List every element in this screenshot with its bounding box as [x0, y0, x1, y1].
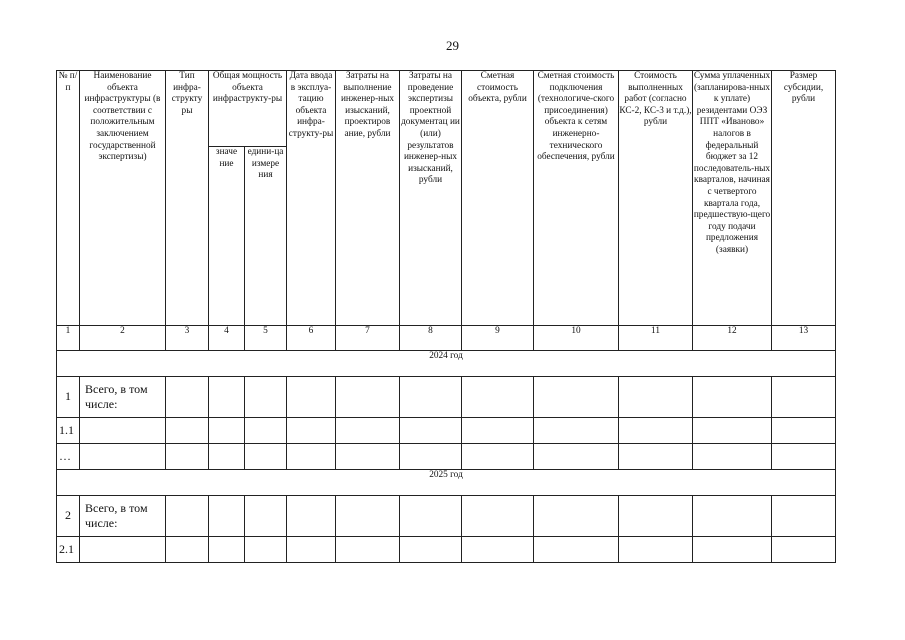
row-number: …	[57, 444, 80, 470]
table-cell	[534, 496, 619, 537]
column-number: 12	[693, 326, 772, 351]
table-cell	[693, 537, 772, 563]
table-cell	[80, 418, 166, 444]
column-number: 13	[772, 326, 836, 351]
row-number: 2.1	[57, 537, 80, 563]
column-number: 10	[534, 326, 619, 351]
total-label: Всего, в том числе:	[80, 496, 166, 537]
table-cell	[400, 377, 462, 418]
table-cell	[772, 496, 836, 537]
sub-row	[57, 444, 836, 470]
table-cell	[619, 537, 693, 563]
year-label: 2024 год	[57, 351, 836, 377]
table-cell	[336, 444, 400, 470]
header-infrastructure-type: Тип инфра-структу ры	[166, 71, 209, 326]
table-cell	[245, 444, 287, 470]
header-total-capacity: Общая мощность объекта инфраструкту-ры	[209, 71, 287, 147]
table-cell	[245, 537, 287, 563]
column-number: 9	[462, 326, 534, 351]
table-cell	[400, 418, 462, 444]
table-cell	[336, 377, 400, 418]
table-cell	[400, 537, 462, 563]
column-number: 7	[336, 326, 400, 351]
table-cell	[693, 418, 772, 444]
table-cell	[166, 377, 209, 418]
table-cell	[772, 377, 836, 418]
table-cell	[287, 537, 336, 563]
header-commissioning-date: Дата ввода в эксплуа-тацию объекта инфра-структу-ры	[287, 71, 336, 326]
table-cell	[534, 418, 619, 444]
table-cell	[245, 496, 287, 537]
table-cell	[287, 444, 336, 470]
row-number: 2	[57, 496, 80, 537]
table-cell	[693, 496, 772, 537]
table-cell	[209, 418, 245, 444]
column-number: 1	[57, 326, 80, 351]
table-cell	[693, 444, 772, 470]
header-subsidy-amount: Размер субсидии, рубли	[772, 71, 836, 326]
table-cell	[619, 444, 693, 470]
table-cell	[619, 496, 693, 537]
table-cell	[772, 444, 836, 470]
table-cell	[245, 418, 287, 444]
header-survey-costs: Затраты на выполнение инженер-ных изысканий, проектиров ание, рубли	[336, 71, 400, 326]
column-number: 8	[400, 326, 462, 351]
table-cell	[772, 418, 836, 444]
header-no: № п/п	[57, 71, 80, 326]
table-cell	[772, 537, 836, 563]
header-expertise-costs: Затраты на проведение экспертизы проектной документац ии (или) результатов инженер-ных изысканий, рубли	[400, 71, 462, 326]
table-cell	[619, 377, 693, 418]
header-object-name: Наименование объекта инфраструктуры (в соответствии с положительным заключением государственной экспертизы)	[80, 71, 166, 326]
table-cell	[166, 418, 209, 444]
table-cell	[400, 444, 462, 470]
row-number: 1.1	[57, 418, 80, 444]
total-row	[57, 496, 836, 537]
table-cell	[534, 537, 619, 563]
table-cell	[80, 537, 166, 563]
table-cell	[462, 537, 534, 563]
table-cell	[336, 537, 400, 563]
table-cell	[209, 377, 245, 418]
column-number: 5	[245, 326, 287, 351]
table-cell	[693, 377, 772, 418]
table-cell	[287, 418, 336, 444]
table-cell	[245, 377, 287, 418]
column-number: 2	[80, 326, 166, 351]
column-number: 6	[287, 326, 336, 351]
table-cell	[166, 496, 209, 537]
table-cell	[209, 496, 245, 537]
header-capacity-unit: едини-ца измере ния	[245, 147, 287, 326]
row-number: 1	[57, 377, 80, 418]
table-cell	[400, 496, 462, 537]
table-cell	[534, 444, 619, 470]
header-taxes-paid: Сумма уплаченных (запланирова-нных к уплате) резидентами ОЭЗ ППТ «Иваново» налогов в федеральный бюджет за 12 последователь-ных кварталов, начиная с четвертого квартала года, предшествую-щего году подачи предложения (заявки)	[693, 71, 772, 326]
table-cell	[166, 444, 209, 470]
table-cell	[80, 444, 166, 470]
table-cell	[619, 418, 693, 444]
table-cell	[209, 444, 245, 470]
column-number: 11	[619, 326, 693, 351]
header-estimated-cost: Сметная стоимость объекта, рубли	[462, 71, 534, 326]
table-cell	[462, 418, 534, 444]
year-row	[57, 351, 836, 377]
infrastructure-table	[56, 70, 836, 563]
year-row	[57, 470, 836, 496]
header-connection-cost: Сметная стоимость подключения (технологиче-ского присоединения) объекта к сетям инженерно-технического обеспечения, рубли	[534, 71, 619, 326]
table-cell	[287, 377, 336, 418]
year-label: 2025 год	[57, 470, 836, 496]
table-cell	[462, 444, 534, 470]
table-cell	[166, 537, 209, 563]
sub-row	[57, 418, 836, 444]
page-number: 29	[446, 38, 459, 53]
table-cell	[336, 418, 400, 444]
header-completed-works-cost: Стоимость выполненных работ (согласно КС-2, КС-3 и т.д.), рубли	[619, 71, 693, 326]
table-cell	[287, 496, 336, 537]
table-cell	[462, 377, 534, 418]
table-cell	[462, 496, 534, 537]
table-cell	[209, 537, 245, 563]
sub-row	[57, 537, 836, 563]
column-number: 3	[166, 326, 209, 351]
table-cell	[534, 377, 619, 418]
total-row	[57, 377, 836, 418]
header-capacity-value: значе ние	[209, 147, 245, 326]
column-number-row	[57, 326, 836, 351]
table-cell	[336, 496, 400, 537]
column-number: 4	[209, 326, 245, 351]
total-label: Всего, в том числе:	[80, 377, 166, 418]
